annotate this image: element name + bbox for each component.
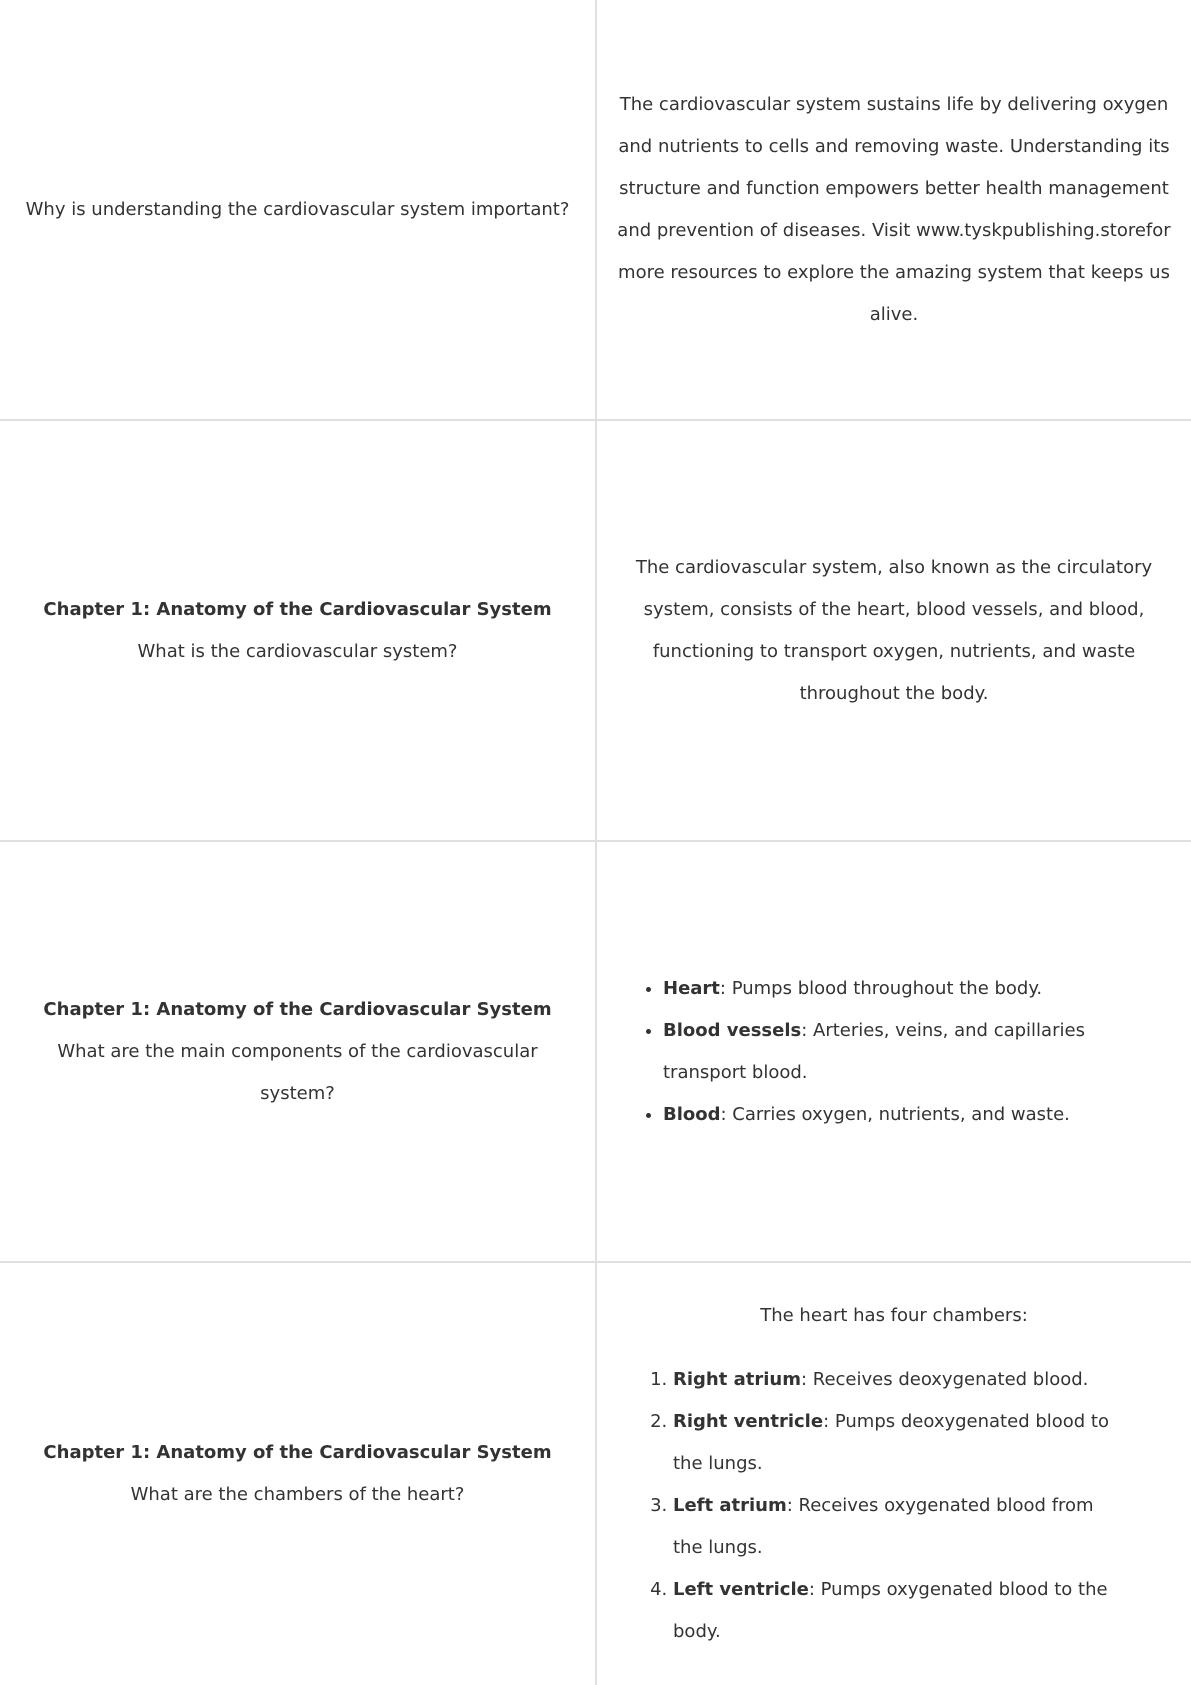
component-list xyxy=(615,968,1173,1136)
list-item xyxy=(673,1401,1113,1485)
list-item xyxy=(673,1569,1113,1653)
list-item xyxy=(673,1485,1113,1569)
answer-intro: The heart has four chambers: xyxy=(760,1305,1028,1326)
list-item xyxy=(663,1094,1113,1136)
chapter-title: Chapter 1: Anatomy of the Cardiovascular System xyxy=(43,998,552,1020)
chapter-title: Chapter 1: Anatomy of the Cardiovascular System xyxy=(43,598,552,620)
card-back xyxy=(597,0,1191,419)
list-item-term: Heart xyxy=(663,977,720,999)
list-item-desc: : Pumps oxygenated blood to the body. xyxy=(673,1579,1108,1642)
list-item-term: Right atrium xyxy=(673,1369,801,1390)
list-item xyxy=(673,1359,1113,1401)
question-text: What are the chambers of the heart? xyxy=(130,1484,465,1505)
list-item-term: Left atrium xyxy=(673,1495,787,1516)
card-back xyxy=(597,842,1191,1261)
list-item-desc: : Carries oxygen, nutrients, and waste. xyxy=(720,1103,1070,1125)
card-back xyxy=(597,421,1191,840)
flashcard-row-3 xyxy=(0,842,1191,1263)
list-item-term: Left ventricle xyxy=(673,1579,809,1600)
flashcard-row-4 xyxy=(0,1263,1191,1685)
list-item-term: Blood vessels xyxy=(663,1019,802,1041)
list-item-desc: : Receives deoxygenated blood. xyxy=(800,1369,1089,1390)
list-item-desc: : Receives oxygenated blood from the lungs. xyxy=(673,1495,1094,1558)
list-item-term: Blood xyxy=(663,1103,721,1125)
flashcard-row-1 xyxy=(0,0,1191,421)
question-text: Why is understanding the cardiovascular system important? xyxy=(25,198,570,220)
question-text: What are the main components of the cardiovascular system? xyxy=(57,1040,538,1104)
answer-text: The cardiovascular system sustains life by delivering oxygen and nutrients to cells and removing waste. Understanding its structure and function empowers better health management and prevention of diseases. Visit www.tyskpublishing.storefor more resources to explore the amazing system that keeps us alive. xyxy=(617,93,1171,325)
card-front xyxy=(0,0,597,419)
list-item xyxy=(663,968,1113,1010)
list-item xyxy=(663,1010,1113,1094)
list-item-desc: : Pumps blood throughout the body. xyxy=(719,977,1043,999)
card-front xyxy=(0,421,597,840)
flashcard-row-2 xyxy=(0,421,1191,842)
chapter-title: Chapter 1: Anatomy of the Cardiovascular System xyxy=(43,1442,552,1463)
question-text: What is the cardiovascular system? xyxy=(137,640,458,662)
card-front xyxy=(0,1263,597,1685)
card-back xyxy=(597,1263,1191,1685)
chambers-list xyxy=(615,1359,1173,1653)
list-item-desc: : Arteries, veins, and capillaries transport blood. xyxy=(663,1019,1085,1083)
answer-text: The cardiovascular system, also known as the circulatory system, consists of the heart, blood vessels, and blood, functioning to transport oxygen, nutrients, and waste throughout the body. xyxy=(635,556,1153,704)
card-front xyxy=(0,842,597,1261)
list-item-desc: : Pumps deoxygenated blood to the lungs. xyxy=(673,1411,1110,1474)
list-item-term: Right ventricle xyxy=(673,1411,824,1432)
